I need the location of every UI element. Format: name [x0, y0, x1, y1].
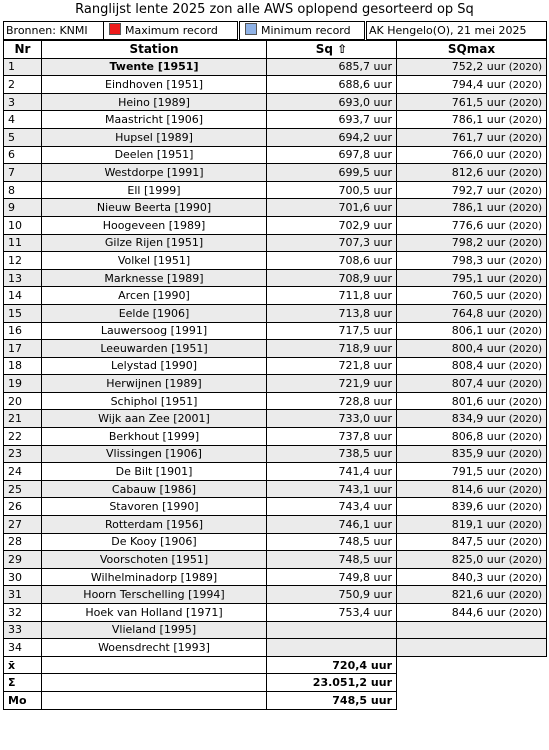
- sqmax-year: (2020): [508, 308, 542, 320]
- sqmax-year: (2020): [508, 326, 542, 338]
- sq-cell: 749,8 uur: [267, 568, 397, 586]
- sqmax-value: 808,4 uur: [451, 359, 506, 373]
- station-cell: Volkel [1951]: [42, 252, 267, 270]
- rank-cell: 3: [4, 93, 42, 111]
- sqmax-year: (2020): [508, 97, 542, 109]
- station-cell: De Bilt [1901]: [42, 463, 267, 481]
- station-cell: Lauwersoog [1991]: [42, 322, 267, 340]
- sqmax-year: (2020): [508, 203, 542, 215]
- sq-cell: 711,8 uur: [267, 287, 397, 305]
- sqmax-cell: [397, 498, 547, 516]
- sqmax-value: 814,6 uur: [451, 482, 506, 496]
- sqmax-value: 801,6 uur: [451, 394, 506, 408]
- table-row: [4, 516, 547, 534]
- sqmax-cell: [397, 269, 547, 287]
- sqmax-value: 847,5 uur: [451, 535, 506, 549]
- rank-cell: 12: [4, 252, 42, 270]
- rank-cell: 29: [4, 551, 42, 569]
- station-cell: Wijk aan Zee [2001]: [42, 410, 267, 428]
- sqmax-year: (2020): [508, 502, 542, 514]
- sqmax-cell: [397, 58, 547, 76]
- sqmax-cell: [397, 392, 547, 410]
- table-row: [4, 340, 547, 358]
- sqmax-year: (2020): [508, 291, 542, 303]
- sq-cell: 693,0 uur: [267, 93, 397, 111]
- sqmax-value: 821,6 uur: [451, 588, 506, 602]
- table-row: [4, 269, 547, 287]
- stat-empty: [397, 691, 547, 709]
- rank-cell: 30: [4, 568, 42, 586]
- station-cell: Schiphol [1951]: [42, 392, 267, 410]
- table-row: [4, 375, 547, 393]
- sqmax-year: (2020): [508, 414, 542, 426]
- max-record-legend: [103, 21, 238, 40]
- sq-cell: 685,7 uur: [267, 58, 397, 76]
- sqmax-cell: [397, 428, 547, 446]
- station-cell: Eelde [1906]: [42, 304, 267, 322]
- sq-cell: 699,5 uur: [267, 164, 397, 182]
- page-title: Ranglijst lente 2025 zon alle AWS oplopend gesorteerd op Sq: [75, 2, 474, 17]
- sqmax-value: 798,3 uur: [451, 253, 506, 267]
- sqmax-value: 786,1 uur: [451, 113, 506, 127]
- rank-cell: 16: [4, 322, 42, 340]
- station-cell: Berkhout [1999]: [42, 428, 267, 446]
- rank-cell: 28: [4, 533, 42, 551]
- stat-empty: [397, 656, 547, 674]
- rank-cell: 13: [4, 269, 42, 287]
- table-row: [4, 181, 547, 199]
- table-row: [4, 146, 547, 164]
- sq-cell: 717,5 uur: [267, 322, 397, 340]
- stat-value: 720,4 uur: [267, 656, 397, 674]
- stat-row: [4, 691, 547, 709]
- station-cell: Arcen [1990]: [42, 287, 267, 305]
- sqmax-value: 764,8 uur: [451, 306, 506, 320]
- sq-cell: [267, 639, 397, 657]
- table-row: [4, 128, 547, 146]
- sqmax-value: 844,6 uur: [451, 605, 506, 619]
- sqmax-value: 806,1 uur: [451, 324, 506, 338]
- sqmax-cell: [397, 340, 547, 358]
- station-cell: Hoorn Terschelling [1994]: [42, 586, 267, 604]
- rank-cell: 4: [4, 111, 42, 129]
- station-cell: Leeuwarden [1951]: [42, 340, 267, 358]
- station-cell: Stavoren [1990]: [42, 498, 267, 516]
- sqmax-year: (2020): [508, 62, 542, 74]
- source-label: Bronnen: KNMI: [3, 21, 104, 40]
- sqmax-year: (2020): [508, 572, 542, 584]
- sqmax-year: (2020): [508, 607, 542, 619]
- sqmax-cell: [397, 234, 547, 252]
- sq-cell: 753,4 uur: [267, 604, 397, 622]
- sqmax-year: (2020): [508, 343, 542, 355]
- sqmax-cell: [397, 93, 547, 111]
- sqmax-cell: [397, 252, 547, 270]
- sqmax-year: (2020): [508, 379, 542, 391]
- sqmax-cell: [397, 216, 547, 234]
- table-row: [4, 199, 547, 217]
- header-nr[interactable]: Nr: [4, 41, 42, 59]
- sqmax-cell: [397, 480, 547, 498]
- rank-cell: 19: [4, 375, 42, 393]
- table-row: [4, 76, 547, 94]
- sqmax-year: (2020): [508, 238, 542, 250]
- rank-cell: 21: [4, 410, 42, 428]
- rank-cell: 11: [4, 234, 42, 252]
- sqmax-cell: [397, 199, 547, 217]
- header-sq[interactable]: Sq ⇧: [267, 41, 397, 59]
- table-row: [4, 445, 547, 463]
- sqmax-year: (2020): [508, 255, 542, 267]
- station-cell: Ell [1999]: [42, 181, 267, 199]
- sqmax-value: 761,7 uur: [451, 130, 506, 144]
- max-record-swatch: [109, 23, 121, 35]
- ranking-table: [3, 40, 547, 710]
- table-row: [4, 621, 547, 639]
- sqmax-value: 812,6 uur: [451, 165, 506, 179]
- sqmax-value: 791,5 uur: [451, 465, 506, 479]
- header-row: [4, 41, 547, 59]
- sqmax-year: (2020): [508, 132, 542, 144]
- sqmax-cell: [397, 516, 547, 534]
- station-cell: Hupsel [1989]: [42, 128, 267, 146]
- station-cell: De Kooy [1906]: [42, 533, 267, 551]
- rank-cell: 9: [4, 199, 42, 217]
- sqmax-value: 839,6 uur: [451, 500, 506, 514]
- sqmax-value: 792,7 uur: [451, 183, 506, 197]
- rank-cell: 33: [4, 621, 42, 639]
- sqmax-cell: [397, 410, 547, 428]
- sq-cell: 718,9 uur: [267, 340, 397, 358]
- sq-cell: 701,6 uur: [267, 199, 397, 217]
- sqmax-cell: [397, 445, 547, 463]
- sqmax-value: 752,2 uur: [451, 60, 506, 74]
- stat-row: [4, 674, 547, 692]
- station-cell: Hoogeveen [1989]: [42, 216, 267, 234]
- min-record-label: Minimum record: [261, 24, 351, 37]
- sqmax-value: 795,1 uur: [451, 271, 506, 285]
- sqmax-cell: [397, 586, 547, 604]
- sqmax-cell: [397, 639, 547, 657]
- table-row: [4, 234, 547, 252]
- station-cell: Rotterdam [1956]: [42, 516, 267, 534]
- sqmax-year: (2020): [508, 449, 542, 461]
- sq-cell: 750,9 uur: [267, 586, 397, 604]
- sq-cell: 707,3 uur: [267, 234, 397, 252]
- table-row: [4, 533, 547, 551]
- station-cell: Maastricht [1906]: [42, 111, 267, 129]
- sqmax-cell: [397, 551, 547, 569]
- rank-cell: 6: [4, 146, 42, 164]
- table-row: [4, 111, 547, 129]
- sqmax-year: (2020): [508, 273, 542, 285]
- table-stats: [4, 656, 547, 709]
- stat-label: Mo: [4, 691, 42, 709]
- stat-spacer: [42, 656, 267, 674]
- rank-cell: 10: [4, 216, 42, 234]
- max-record-label: Maximum record: [125, 24, 218, 37]
- sq-cell: 694,2 uur: [267, 128, 397, 146]
- station-cell: Cabauw [1986]: [42, 480, 267, 498]
- station-cell: Nieuw Beerta [1990]: [42, 199, 267, 217]
- sqmax-year: (2020): [508, 220, 542, 232]
- table-row: [4, 322, 547, 340]
- sqmax-cell: [397, 533, 547, 551]
- stat-empty: [397, 674, 547, 692]
- sq-cell: 743,1 uur: [267, 480, 397, 498]
- rank-cell: 20: [4, 392, 42, 410]
- sqmax-year: (2020): [508, 361, 542, 373]
- sqmax-cell: [397, 164, 547, 182]
- station-cell: Heino [1989]: [42, 93, 267, 111]
- station-cell: Woensdrecht [1993]: [42, 639, 267, 657]
- min-record-swatch: [245, 23, 257, 35]
- sq-cell: 741,4 uur: [267, 463, 397, 481]
- sqmax-year: (2020): [508, 185, 542, 197]
- table-row: [4, 392, 547, 410]
- table-row: [4, 428, 547, 446]
- sqmax-cell: [397, 568, 547, 586]
- station-cell: Westdorpe [1991]: [42, 164, 267, 182]
- table-body: [4, 58, 547, 656]
- stat-label: Σ: [4, 674, 42, 692]
- sqmax-year: (2020): [508, 396, 542, 408]
- sqmax-cell: [397, 146, 547, 164]
- table-row: [4, 357, 547, 375]
- stat-label: x̄: [4, 656, 42, 674]
- station-cell: Voorschoten [1951]: [42, 551, 267, 569]
- sqmax-year: (2020): [508, 555, 542, 567]
- sq-cell: 738,5 uur: [267, 445, 397, 463]
- station-cell: Herwijnen [1989]: [42, 375, 267, 393]
- table-row: [4, 498, 547, 516]
- table-row: [4, 93, 547, 111]
- table-row: [4, 586, 547, 604]
- table-row: [4, 604, 547, 622]
- sqmax-cell: [397, 322, 547, 340]
- sqmax-value: 761,5 uur: [451, 95, 506, 109]
- station-cell: Gilze Rijen [1951]: [42, 234, 267, 252]
- station-cell: Deelen [1951]: [42, 146, 267, 164]
- sqmax-value: 776,6 uur: [451, 218, 506, 232]
- rank-cell: 34: [4, 639, 42, 657]
- sqmax-value: 806,8 uur: [451, 429, 506, 443]
- table-row: [4, 58, 547, 76]
- sqmax-value: 760,5 uur: [451, 289, 506, 303]
- table-row: [4, 410, 547, 428]
- rank-cell: 32: [4, 604, 42, 622]
- sq-cell: 721,9 uur: [267, 375, 397, 393]
- sqmax-cell: [397, 181, 547, 199]
- sqmax-cell: [397, 463, 547, 481]
- author-date-label: AK Hengelo(O), 21 mei 2025: [366, 21, 547, 40]
- table-row: [4, 216, 547, 234]
- sqmax-year: (2020): [508, 167, 542, 179]
- sqmax-cell: [397, 76, 547, 94]
- rank-cell: 17: [4, 340, 42, 358]
- sqmax-cell: [397, 128, 547, 146]
- sqmax-cell: [397, 111, 547, 129]
- sqmax-year: (2020): [508, 590, 542, 602]
- sq-cell: 733,0 uur: [267, 410, 397, 428]
- sq-cell: 693,7 uur: [267, 111, 397, 129]
- sq-cell: 743,4 uur: [267, 498, 397, 516]
- rank-cell: 2: [4, 76, 42, 94]
- table-row: [4, 304, 547, 322]
- sqmax-value: 819,1 uur: [451, 517, 506, 531]
- sqmax-year: (2020): [508, 115, 542, 127]
- table-row: [4, 164, 547, 182]
- sqmax-value: 786,1 uur: [451, 201, 506, 215]
- sqmax-value: 798,2 uur: [451, 236, 506, 250]
- rank-cell: 24: [4, 463, 42, 481]
- rank-cell: 31: [4, 586, 42, 604]
- stat-spacer: [42, 691, 267, 709]
- sqmax-cell: [397, 375, 547, 393]
- legend-bar: [3, 21, 545, 40]
- table-row: [4, 568, 547, 586]
- station-cell: Lelystad [1990]: [42, 357, 267, 375]
- sq-cell: 728,8 uur: [267, 392, 397, 410]
- header-sqmax[interactable]: SQmax: [397, 41, 547, 59]
- table-row: [4, 551, 547, 569]
- table-row: [4, 639, 547, 657]
- rank-cell: 5: [4, 128, 42, 146]
- rank-cell: 7: [4, 164, 42, 182]
- sqmax-cell: [397, 287, 547, 305]
- rank-cell: 22: [4, 428, 42, 446]
- stat-value: 748,5 uur: [267, 691, 397, 709]
- header-station[interactable]: Station: [42, 41, 267, 59]
- sqmax-value: 800,4 uur: [451, 341, 506, 355]
- table-row: [4, 463, 547, 481]
- sq-cell: 700,5 uur: [267, 181, 397, 199]
- sq-cell: 702,9 uur: [267, 216, 397, 234]
- sqmax-year: (2020): [508, 150, 542, 162]
- sq-cell: [267, 621, 397, 639]
- sq-cell: 748,5 uur: [267, 533, 397, 551]
- sq-cell: 708,6 uur: [267, 252, 397, 270]
- min-record-legend: [239, 21, 365, 40]
- rank-cell: 1: [4, 58, 42, 76]
- rank-cell: 27: [4, 516, 42, 534]
- sqmax-cell: [397, 621, 547, 639]
- sqmax-year: (2020): [508, 484, 542, 496]
- station-cell: Marknesse [1989]: [42, 269, 267, 287]
- sqmax-value: 794,4 uur: [451, 77, 506, 91]
- sq-cell: 708,9 uur: [267, 269, 397, 287]
- station-cell: Twente [1951]: [42, 58, 267, 76]
- sqmax-year: (2020): [508, 537, 542, 549]
- rank-cell: 18: [4, 357, 42, 375]
- stat-value: 23.051,2 uur: [267, 674, 397, 692]
- sqmax-year: (2020): [508, 519, 542, 531]
- sqmax-value: 840,3 uur: [451, 570, 506, 584]
- sqmax-value: 825,0 uur: [451, 553, 506, 567]
- rank-cell: 23: [4, 445, 42, 463]
- sq-cell: 713,8 uur: [267, 304, 397, 322]
- rank-cell: 15: [4, 304, 42, 322]
- sqmax-year: (2020): [508, 467, 542, 479]
- sq-cell: 721,8 uur: [267, 357, 397, 375]
- station-cell: Eindhoven [1951]: [42, 76, 267, 94]
- sqmax-value: 807,4 uur: [451, 377, 506, 391]
- sq-cell: 746,1 uur: [267, 516, 397, 534]
- sq-cell: 737,8 uur: [267, 428, 397, 446]
- sqmax-year: (2020): [508, 79, 542, 91]
- rank-cell: 8: [4, 181, 42, 199]
- sqmax-year: (2020): [508, 431, 542, 443]
- rank-cell: 25: [4, 480, 42, 498]
- stat-row: [4, 656, 547, 674]
- sq-cell: 688,6 uur: [267, 76, 397, 94]
- sqmax-value: 766,0 uur: [451, 148, 506, 162]
- sqmax-value: 835,9 uur: [451, 447, 506, 461]
- station-cell: Vlissingen [1906]: [42, 445, 267, 463]
- sqmax-cell: [397, 357, 547, 375]
- sq-cell: 697,8 uur: [267, 146, 397, 164]
- table-row: [4, 287, 547, 305]
- sqmax-cell: [397, 304, 547, 322]
- table-row: [4, 480, 547, 498]
- station-cell: Hoek van Holland [1971]: [42, 604, 267, 622]
- rank-cell: 14: [4, 287, 42, 305]
- sq-cell: 748,5 uur: [267, 551, 397, 569]
- rank-cell: 26: [4, 498, 42, 516]
- station-cell: Vlieland [1995]: [42, 621, 267, 639]
- sqmax-cell: [397, 604, 547, 622]
- sqmax-value: 834,9 uur: [451, 412, 506, 426]
- stat-spacer: [42, 674, 267, 692]
- table-row: [4, 252, 547, 270]
- station-cell: Wilhelminadorp [1989]: [42, 568, 267, 586]
